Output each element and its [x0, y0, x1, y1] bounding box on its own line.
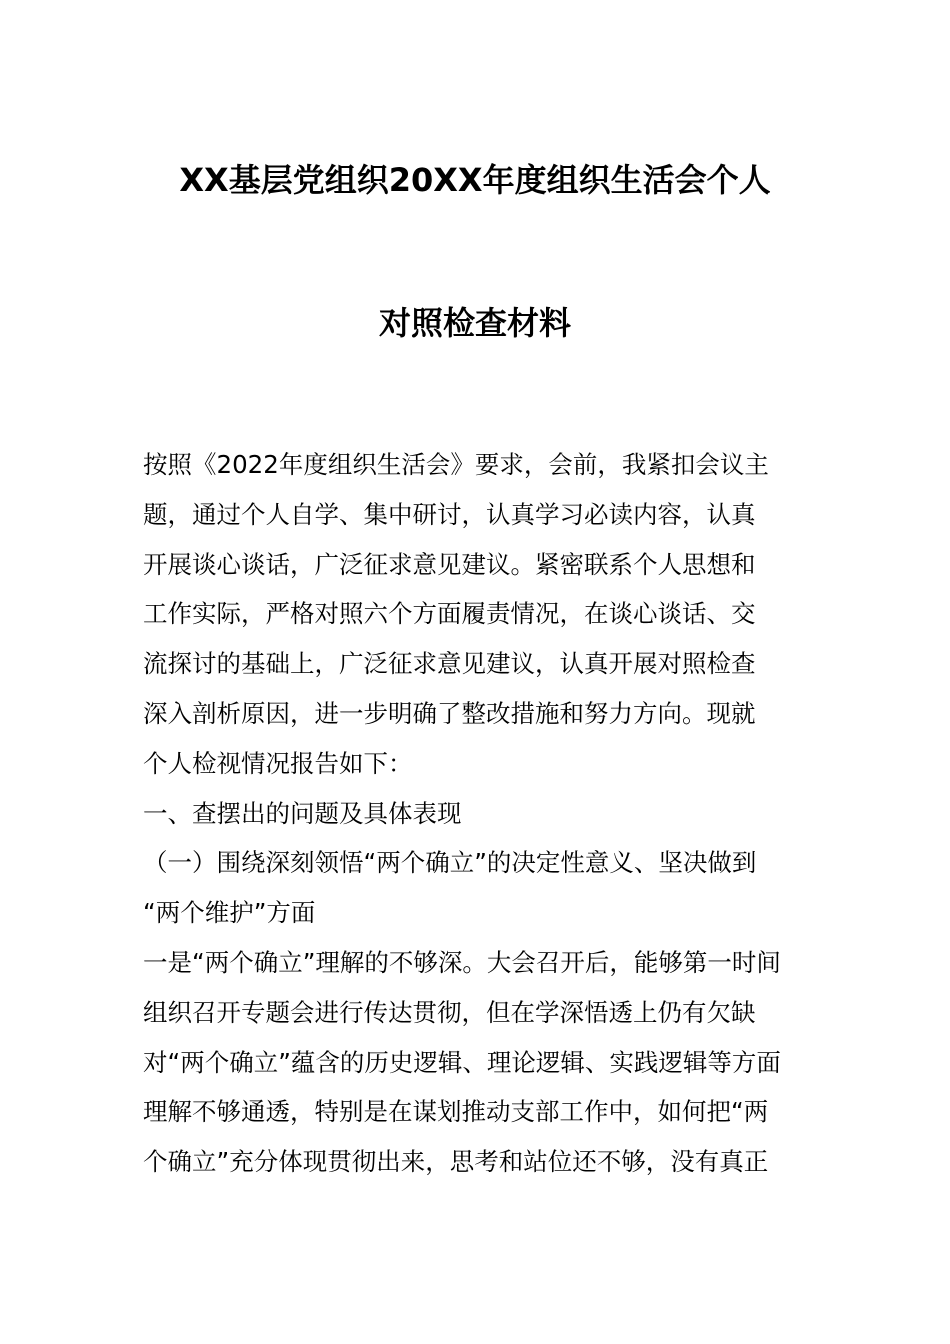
body-line: 工作实际，严格对照六个方面履责情况，在谈心谈话、交: [143, 599, 756, 629]
section-heading: 一、查摆出的问题及具体表现: [143, 798, 462, 828]
body-line: 个确立”充分体现贯彻出来，思考和站位还不够，没有真正: [143, 1147, 769, 1177]
body-line: 个人检视情况报告如下：: [143, 748, 413, 778]
body-line: 对“两个确立”蕴含的历史逻辑、理论逻辑、实践逻辑等方面: [143, 1047, 781, 1077]
subsection-heading-continued: “两个维护”方面: [143, 898, 316, 928]
body-line: 开展谈心谈话，广泛征求意见建议。紧密联系个人思想和: [143, 549, 756, 579]
body-line: 深入剖析原因，进一步明确了整改措施和努力方向。现就: [143, 698, 756, 728]
body-line: 理解不够通透，特别是在谋划推动支部工作中，如何把“两: [143, 1097, 769, 1127]
body-line: 流探讨的基础上，广泛征求意见建议，认真开展对照检查: [143, 649, 756, 679]
document-title-line-1: XX基层党组织20XX年度组织生活会个人: [179, 161, 771, 199]
subsection-heading: （一）围绕深刻领悟“两个确立”的决定性意义、坚决做到: [143, 848, 757, 878]
body-line: 一是“两个确立”理解的不够深。大会召开后，能够第一时间: [143, 947, 781, 977]
body-line: 题，通过个人自学、集中研讨，认真学习必读内容，认真: [143, 499, 756, 529]
document-body: [143, 440, 813, 1187]
body-line: 按照《2022年度组织生活会》要求，会前，我紧扣会议主: [143, 450, 769, 479]
document-title-line-2: 对照检查材料: [378, 304, 571, 342]
body-line: 组织召开专题会进行传达贯彻，但在学深悟透上仍有欠缺: [143, 997, 756, 1027]
